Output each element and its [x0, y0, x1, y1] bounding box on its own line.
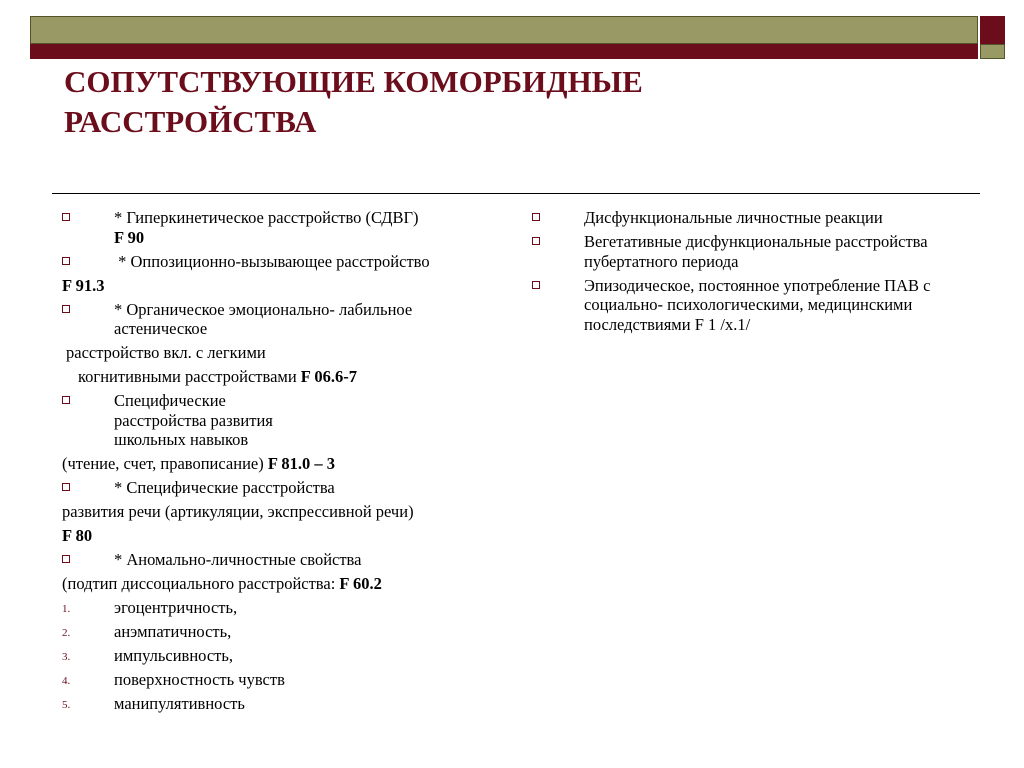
numbered-item	[62, 694, 502, 714]
header-bar-olive	[30, 16, 978, 44]
list-number: 1.	[62, 603, 71, 615]
list-item	[532, 208, 962, 228]
list-item-text: Специфические расстройства развития школьных навыков	[114, 391, 273, 449]
slide-title-line-2: РАССТРОЙСТВА	[64, 104, 317, 139]
list-item	[62, 300, 502, 339]
list-item	[62, 550, 502, 570]
list-item-text: Дисфункциональные личностные реакции	[584, 208, 883, 227]
list-item-continuation: развития речи (артикуляции, экспрессивной речи)	[62, 502, 414, 521]
list-item-text: Эпизодическое, постоянное употребление ПАВ с социально- психологическими, медицинскими последствиями F 1 /х.1/	[584, 275, 931, 334]
list-item-text: * Гиперкинетическое расстройство (СДВГ)	[114, 208, 419, 227]
corner-block-maroon	[980, 16, 1005, 44]
header-bar-maroon	[30, 44, 978, 59]
numbered-item-text: поверхностность чувств	[114, 670, 285, 689]
list-item-text: (подтип диссоциального расстройства:	[62, 574, 340, 593]
diagnosis-code: F 91.3	[62, 275, 105, 295]
slide-title-line-1: СОПУТСТВУЮЩИЕ КОМОРБИДНЫЕ	[64, 64, 643, 99]
list-item	[62, 478, 502, 498]
list-number: 5.	[62, 699, 71, 711]
square-bullet-icon	[532, 281, 540, 289]
diagnosis-code: F 06.6-7	[300, 367, 358, 386]
numbered-item-text: эгоцентричность,	[114, 598, 238, 617]
numbered-item-text: манипулятивность	[114, 694, 245, 713]
list-item	[532, 276, 962, 335]
numbered-item	[62, 646, 502, 666]
list-item	[62, 208, 502, 247]
list-number: 3.	[62, 651, 71, 663]
list-item-continuation: расстройство вкл. с легкими	[66, 343, 266, 362]
diagnosis-code: F 80	[62, 526, 93, 545]
list-item-text: когнитивными расстройствами	[78, 367, 301, 386]
list-item-text: * Органическое эмоционально- лабильное астеническое	[114, 299, 413, 338]
list-item	[532, 232, 962, 271]
square-bullet-icon	[532, 213, 540, 221]
list-item-text: * Оппозиционно-вызывающее расстройство	[114, 251, 430, 271]
numbered-item	[62, 598, 502, 618]
square-bullet-icon	[62, 257, 70, 265]
list-item-text: (чтение, счет, правописание)	[62, 454, 268, 473]
square-bullet-icon	[532, 237, 540, 245]
list-item	[62, 252, 502, 272]
right-column	[532, 208, 962, 339]
corner-block-olive	[980, 44, 1005, 59]
square-bullet-icon	[62, 483, 70, 491]
list-number: 4.	[62, 675, 71, 687]
list-item-text: * Аномально-личностные свойства	[114, 550, 362, 569]
list-item-continuation	[62, 367, 502, 387]
numbered-item-text: импульсивность,	[114, 646, 234, 665]
numbered-item	[62, 670, 502, 690]
slide-title	[64, 62, 944, 142]
square-bullet-icon	[62, 555, 70, 563]
diagnosis-code: F 60.2	[339, 574, 382, 593]
list-item-text: * Специфические расстройства	[114, 478, 335, 497]
diagnosis-code: F 81.0 – 3	[267, 454, 336, 473]
square-bullet-icon	[62, 305, 70, 313]
list-item-text: Вегетативные дисфункциональные расстройства пубертатного периода	[584, 232, 928, 271]
list-number: 2.	[62, 627, 71, 639]
square-bullet-icon	[62, 396, 70, 404]
list-item	[62, 391, 502, 450]
left-column	[62, 208, 502, 718]
numbered-item-text: анэмпатичность,	[114, 622, 232, 641]
title-divider	[52, 193, 980, 194]
list-item-continuation	[62, 574, 502, 594]
diagnosis-code: F 90	[114, 227, 145, 247]
list-item-continuation	[62, 454, 502, 474]
square-bullet-icon	[62, 213, 70, 221]
numbered-item	[62, 622, 502, 642]
